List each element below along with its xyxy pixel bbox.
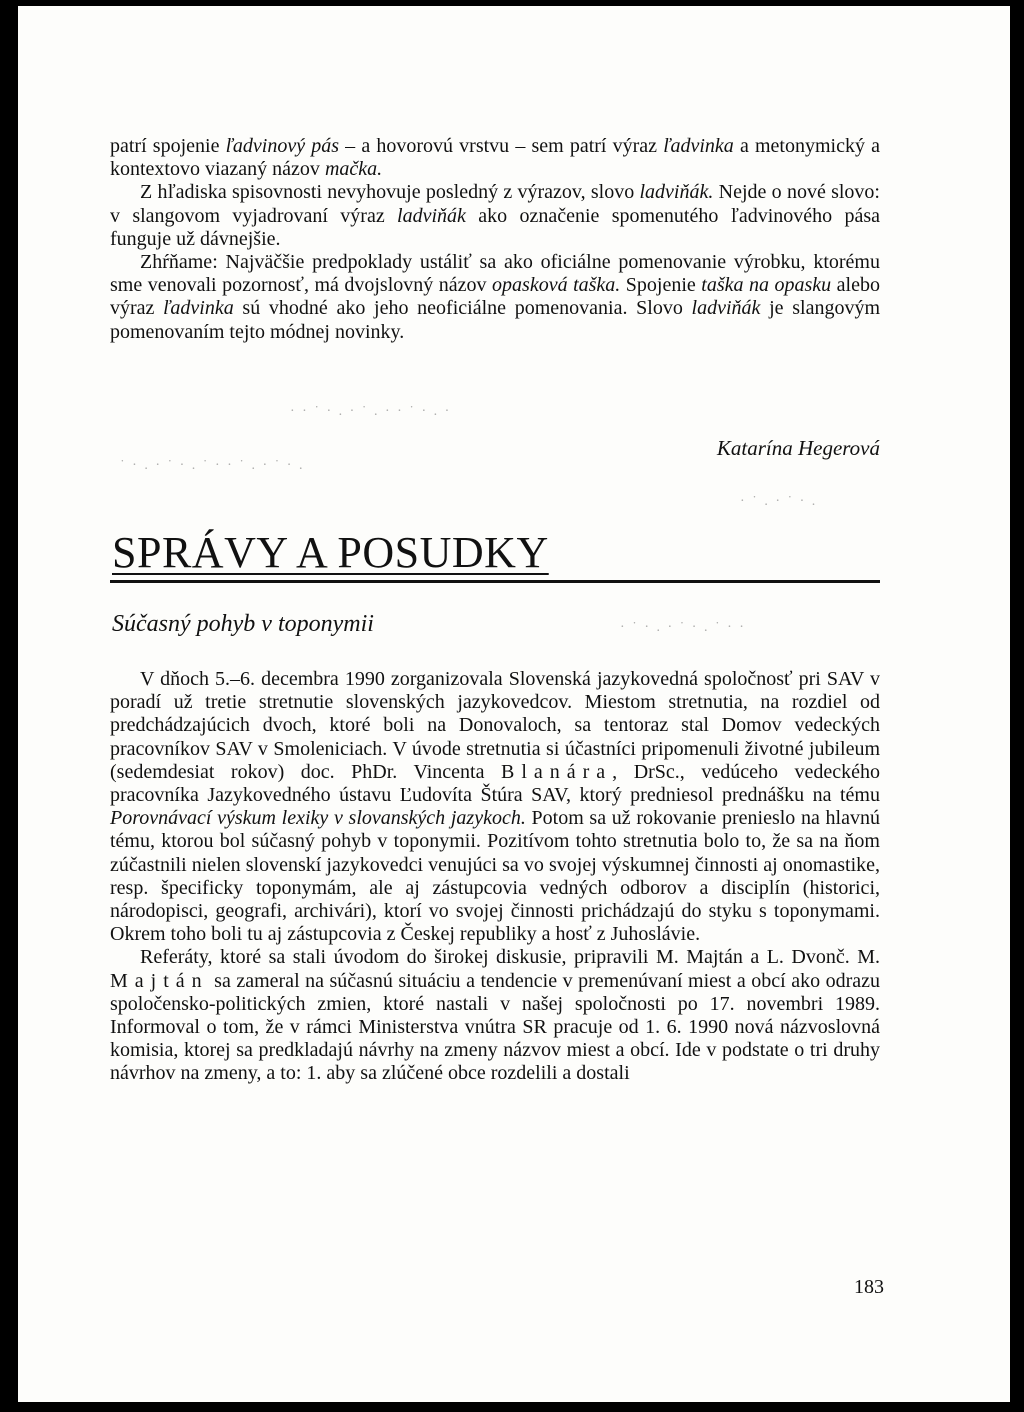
body-text-block	[110, 668, 880, 1086]
section-rule	[110, 580, 880, 583]
author-signature: Katarína Hegerová	[716, 436, 880, 460]
italic-run: ľadvinový pás	[225, 135, 340, 157]
top-paragraph-2	[110, 181, 880, 251]
scan-noise: · · ˙ · . · ˙ . · · ˙ · . ·	[290, 404, 452, 419]
italic-run: ladviňák	[397, 204, 466, 227]
text-run: V dňoch 5.–6. decembra 1990 zorganizovala Slovenská jazykovedná spoločnosť pri SAV v poradí už tretie stretnutie slovenských jazykovedcov. Miestom stretnutia, na rozdiel od predchádzajúcich dvoch, ktoré boli na Donovaloch, sa tentoraz stal Domov vedeckých pracovníkov SAV v Smoleniciach. V úvode stretnutia si účastníci pripomenuli životné jubileum (sedemdesiat rokov) doc. PhDr. Vincenta	[110, 668, 880, 783]
italic-run: Porovnávací výskum lexiky v slovanských jazykoch.	[110, 807, 526, 830]
text-run: alebo výraz	[110, 274, 880, 320]
section-title: SPRÁVY A POSUDKY	[112, 528, 549, 577]
text-run: , DrSc., vedúceho vedeckého pracovníka Jazykovedného ústavu Ľudovíta Štúra SAV, ktorý predniesol prednášku na tému	[110, 760, 880, 807]
text-run: patrí spojenie	[110, 135, 226, 157]
italic-run: opasková taška.	[492, 274, 621, 297]
scan-noise: · ˙ . · ˙ · .	[740, 494, 818, 509]
italic-run: ľadvinka	[663, 135, 734, 157]
spaced-name: Majtán	[110, 969, 209, 992]
spaced-name: Blanára	[500, 760, 613, 783]
text-run: Spojenie	[620, 274, 702, 297]
body-paragraph-1	[110, 668, 880, 946]
text-run: sú vhodné ako jeho neoficiálne pomenovania. Slovo	[233, 297, 692, 320]
text-run: a metonymický a kontextovo viazaný názov	[110, 135, 880, 181]
page-number: 183	[854, 1276, 884, 1298]
scan-noise: ˙ · . · ˙ · . ˙ · · ˙ . · ˙ · .	[120, 458, 305, 473]
italic-run: mačka.	[324, 158, 383, 181]
italic-run: ladviňák	[691, 297, 761, 320]
top-paragraph-3	[110, 251, 880, 344]
text-run: Referáty, ktoré sa stali úvodom do širokej diskusie, pripravili M. Majtán a L. Dvonč. M.	[140, 946, 880, 969]
text-run: je slangovým pomenovaním tejto módnej novinky.	[110, 297, 881, 343]
text-run: Z hľadiska spisovnosti nevyhovuje posledný z výrazov, slovo	[140, 181, 640, 204]
italic-run: taška na opasku	[701, 274, 832, 297]
italic-run: ľadvinka	[163, 297, 234, 320]
text-run: sa zameral na súčasnú situáciu a tendencie v premenúvaní miest a obcí ako odrazu spoločensko-politických zmien, ktoré nastali v našej spoločnosti po 17. novembri 1989. Informoval o tom, že v rámci Ministerstva vnútra SR pracuje od 1. 6. 1990 nová názvoslovná komisia, ktorej sa predkladajú návrhy na zmeny názvov miest a obcí. Ide v podstate o tri druhy návrhov na zmeny, a to: 1. aby sa zlúčené obce rozdelili a dostali	[110, 969, 880, 1085]
article-subtitle: Súčasný pohyb v toponymii	[112, 611, 374, 637]
italic-run: ladviňák.	[639, 181, 714, 204]
top-paragraph-1	[110, 135, 880, 181]
text-run: – a hovorovú vrstvu – sem patrí výraz	[339, 135, 664, 157]
body-paragraph-2	[110, 946, 880, 1085]
text-run: Nejde o nové slovo: v slangovom vyjadrovaní výraz	[110, 181, 880, 227]
text-run: ako označenie spomenutého ľadvinového pása funguje už dávnejšie.	[110, 204, 880, 250]
top-text-block	[110, 135, 880, 344]
text-run: Potom sa už rokovanie prenieslo na hlavnú tému, ktorou bol súčasný pohyb v toponymii. Pozitívom tohto stretnutia bolo to, že sa na ňom zúčastnili nielen slovenskí jazykovedci venujúci sa vo svojej výskumnej činnosti aj onomastike, resp. špecificky toponymám, ale aj zástupcovia vedných odborov a disciplín (historici, národopisci, geografi, archivári), ktorí vo svojej činnosti prichádzajú do styku s toponymami. Okrem toho boli tu aj zástupcovia z Českej republiky a hosť z Juhoslávie.	[110, 807, 880, 946]
scan-noise: · ˙ · . · ˙ · . ˙ · ·	[620, 620, 746, 635]
text-run: Zhŕňame: Najväčšie predpoklady ustáliť sa ako oficiálne pomenovanie výrobku, ktorému sme venovali pozornosť, má dvojslovný názov	[110, 251, 880, 297]
